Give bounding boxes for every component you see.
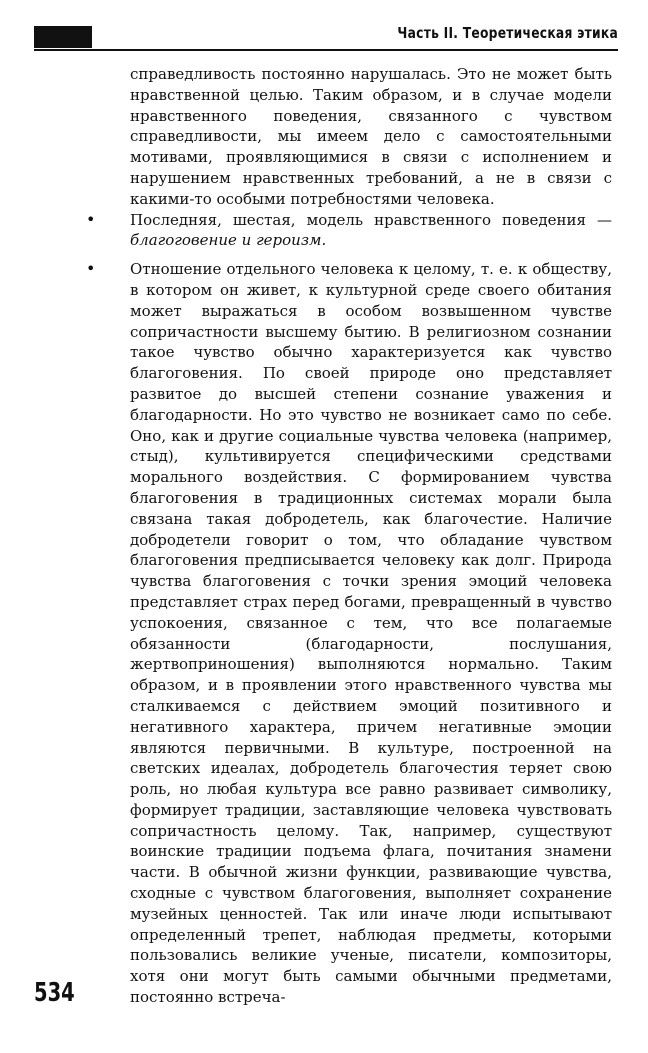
bullet-text: Отношение отдельного человека к целому, т. е. к обществу, в котором он живет, к культурной среде своего обитания может выражаться в особом возвышенном чувстве сопричастности высшему бытию. В религиозном сознании такое чувство обычно характеризуется как чувство благоговения. По своей природе оно представляет развитое до высшей степени сознание уважения и благодарности. Но это чувство не возникает само по себе. Оно, как и другие социальные чувства человека (например, стыд), культивируется специфическими средствами морального воздействия. С формированием чувства благоговения в традиционных системах морали была связана такая добродетель, как благочестие. Наличие добродетели говорит о том, что обладание чувством благоговения предписывается человеку как долг. Природа чувства благоговения с точки зрения эмоций человека представляет страх перед богами, превращенный в чувство успокоения, связанное с тем, что все полагаемые обязанности (благодарности, послушания, жертвоприношения) выполняются нормально. Таким образом, и в проявлении этого нравственного чувства мы сталкиваемся с действием эмоций позитивного и негативного характера, причем негативные эмоции являются первичными. В культуре, построенной на светских идеалах, добродетель благочестия теряет свою роль, но любая культура все равно развивает символику, формирует традиции, заставляющие человека чувствовать сопричастность целому. Так, например, существуют воинские традиции подъема флага, почитания знамени части. В обычной жизни функции, развивающие чувства, сходные с чувством благоговения, выполняет сохранение музейных ценностей. Так или иначе люди испытывают определенный трепет, наблюдая предметы, которыми пользовались великие ученые, писатели, композиторы, хотя они могут быть самыми обычными предметами, постоянно встреча- bbox=[130, 260, 612, 1007]
bullet-icon: • bbox=[86, 259, 96, 279]
bullet-emphasis: благоговение и героизм. bbox=[130, 231, 327, 250]
bullet-text: Последняя, шестая, модель нравственного поведения — bbox=[130, 210, 612, 229]
running-header: Часть II. Теоретическая этика bbox=[397, 24, 618, 42]
page-body bbox=[86, 64, 612, 1016]
header-bar bbox=[34, 26, 92, 48]
bullet-icon: • bbox=[86, 209, 96, 229]
list-item bbox=[86, 210, 612, 252]
paragraph-continued: справедливость постоянно нарушалась. Это не может быть нравственной целью. Таким образом, и в случае модели нравственного поведения, связанного с чувством справедливости, мы имеем дело с самостоятельными мотивами, проявляющимися в связи с исполнением и нарушением нравственных требований, а не в связи с какими-то особыми потребностями человека. bbox=[130, 65, 612, 208]
header-rule bbox=[34, 49, 618, 51]
page-number: 534 bbox=[34, 978, 75, 1008]
list-item bbox=[86, 259, 612, 1008]
